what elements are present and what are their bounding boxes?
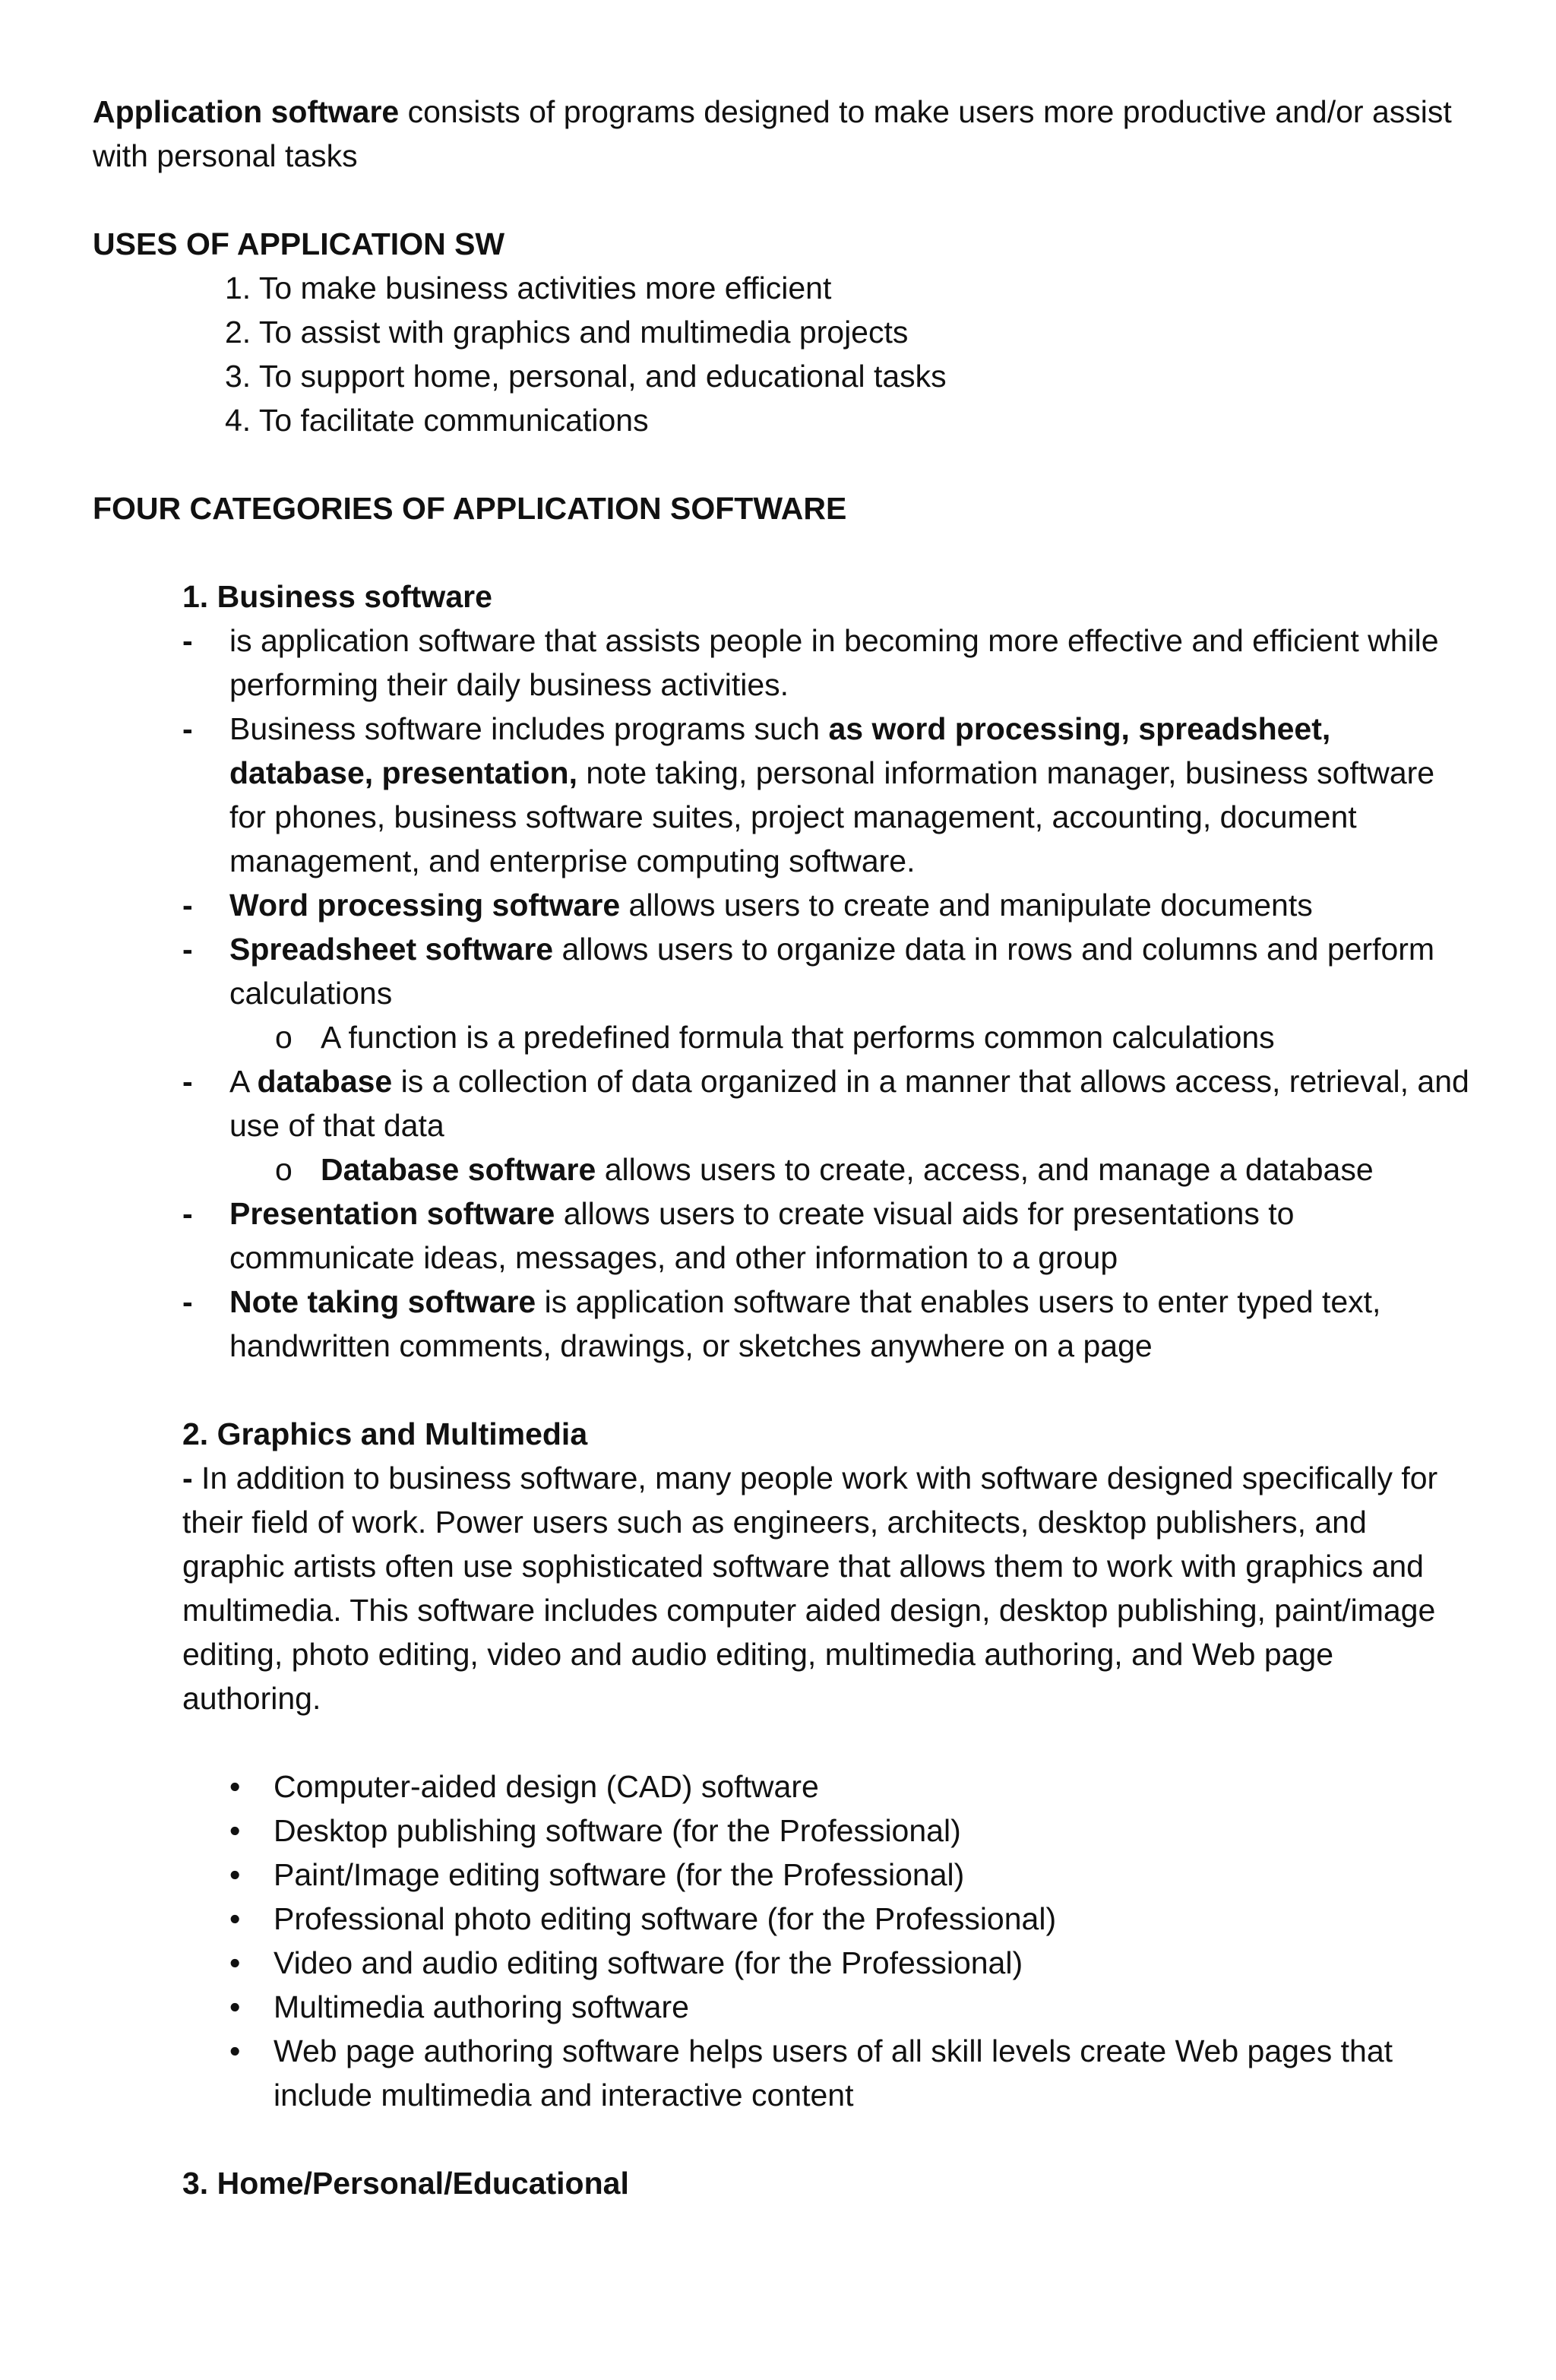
item-bold: as word processing, spreadsheet, database, presentation, <box>229 711 1331 790</box>
item-bold: Note taking software <box>229 1284 536 1319</box>
item-text: is application software that enables users to enter typed text, handwritten comments, drawings, or sketches anywhere on a page <box>229 1284 1381 1363</box>
item-bold: database <box>257 1064 393 1099</box>
uses-heading: USES OF APPLICATION SW <box>93 226 505 261</box>
item-text: allows users to create visual aids for presentations to communicate ideas, messages, and other information to a group <box>229 1196 1295 1275</box>
list-item: 3. To support home, personal, and educational tasks <box>225 359 947 394</box>
business-item-presentation <box>182 1192 1472 1280</box>
item-text: Multimedia authoring software <box>274 1989 689 2024</box>
bullet-marker: • <box>229 1813 241 1848</box>
item-text: allows users to organize data in rows and columns and perform calculations <box>229 932 1435 1011</box>
business-subitem-function <box>182 1015 1472 1059</box>
item-text: A function is a predefined formula that performs common calculations <box>321 1020 1275 1055</box>
graphics-paragraph <box>182 1456 1472 1720</box>
bullet-marker: • <box>229 1989 241 2024</box>
business-item-programs <box>182 707 1472 883</box>
bullet-marker: • <box>229 1769 241 1804</box>
uses-list <box>93 266 1472 442</box>
item-bold: Database software <box>321 1152 596 1187</box>
dash-marker: - <box>182 1284 193 1319</box>
list-item <box>182 1941 1472 1985</box>
list-item <box>182 1764 1472 1809</box>
categories-heading: FOUR CATEGORIES OF APPLICATION SOFTWARE <box>93 491 847 526</box>
circle-marker: o <box>275 1020 293 1055</box>
dash-marker: - <box>182 888 193 923</box>
item-text: Video and audio editing software (for the Professional) <box>274 1945 1023 1980</box>
dash-marker: - <box>182 1064 193 1099</box>
item-text: Computer-aided design (CAD) software <box>274 1769 819 1804</box>
intro-term: Application software <box>93 94 400 129</box>
list-item <box>182 1809 1472 1853</box>
item-text: Desktop publishing software (for the Professional) <box>274 1813 961 1848</box>
item-text: Professional photo editing software (for the Professional) <box>274 1901 1057 1936</box>
list-item <box>182 1897 1472 1941</box>
intro-text: consists of programs designed to make users more productive and/or assist with personal tasks <box>93 94 1452 173</box>
bullet-marker: • <box>229 1901 241 1936</box>
item-bold: Presentation software <box>229 1196 555 1231</box>
business-item-spreadsheet <box>182 927 1472 1015</box>
dash-marker: - <box>182 1196 193 1231</box>
graphics-bullet-list <box>182 1764 1472 2117</box>
circle-marker: o <box>275 1152 293 1187</box>
business-section <box>93 574 1472 2205</box>
item-text: Web page authoring software helps users of all skill levels create Web pages that include multimedia and interactive content <box>274 2033 1393 2113</box>
dash-marker: - <box>182 932 193 967</box>
dash-marker: - <box>182 623 193 658</box>
list-item <box>182 1985 1472 2029</box>
home-title: 3. Home/Personal/Educational <box>182 2166 629 2201</box>
item-text: A <box>229 1064 258 1099</box>
item-text: allows users to create, access, and manage a database <box>596 1152 1374 1187</box>
item-text: is application software that assists people in becoming more effective and efficient while performing their daily business activities. <box>229 623 1439 702</box>
list-item: 1. To make business activities more efficient <box>225 271 832 305</box>
spacer <box>93 530 1472 574</box>
business-item-note-taking <box>182 1280 1472 1368</box>
bullet-marker: • <box>229 1857 241 1892</box>
item-text: note taking, personal information manager, business software for phones, business software suites, project management, accounting, document management, and enterprise computing software. <box>229 755 1435 878</box>
list-item <box>182 1853 1472 1897</box>
business-title: 1. Business software <box>182 579 492 614</box>
item-text: Paint/Image editing software (for the Professional) <box>274 1857 965 1892</box>
item-bold: Word processing software <box>229 888 621 923</box>
list-item <box>182 2029 1472 2117</box>
graphics-title: 2. Graphics and Multimedia <box>182 1416 588 1451</box>
business-subitem-database-software <box>182 1147 1472 1192</box>
bullet-marker: • <box>229 1945 241 1980</box>
paragraph-text: In addition to business software, many people work with software designed specifically for their field of work. Power users such as engineers, architects, desktop publishers, and graphic artists often use sophisticated software that allows them to work with graphics and multimedia. This software includes computer aided design, desktop publishing, paint/image editing, photo editing, video and audio editing, multimedia authoring, and Web page authoring. <box>182 1461 1438 1716</box>
dash-marker: - <box>182 711 193 746</box>
item-bold: Spreadsheet software <box>229 932 554 967</box>
spacer <box>182 1368 1472 1412</box>
list-item: 4. To facilitate communications <box>225 403 649 438</box>
item-text: Business software includes programs such <box>229 711 829 746</box>
item-text: is a collection of data organized in a manner that allows access, retrieval, and use of that data <box>229 1064 1469 1143</box>
business-item-word-processing <box>182 883 1472 927</box>
dash-marker: - <box>182 1461 193 1495</box>
item-text: allows users to create and manipulate documents <box>620 888 1313 923</box>
list-item: 2. To assist with graphics and multimedia projects <box>225 315 909 350</box>
bullet-marker: • <box>229 2033 241 2068</box>
intro-paragraph <box>93 90 1472 178</box>
business-item-database <box>182 1059 1472 1147</box>
business-item-definition <box>182 619 1472 707</box>
